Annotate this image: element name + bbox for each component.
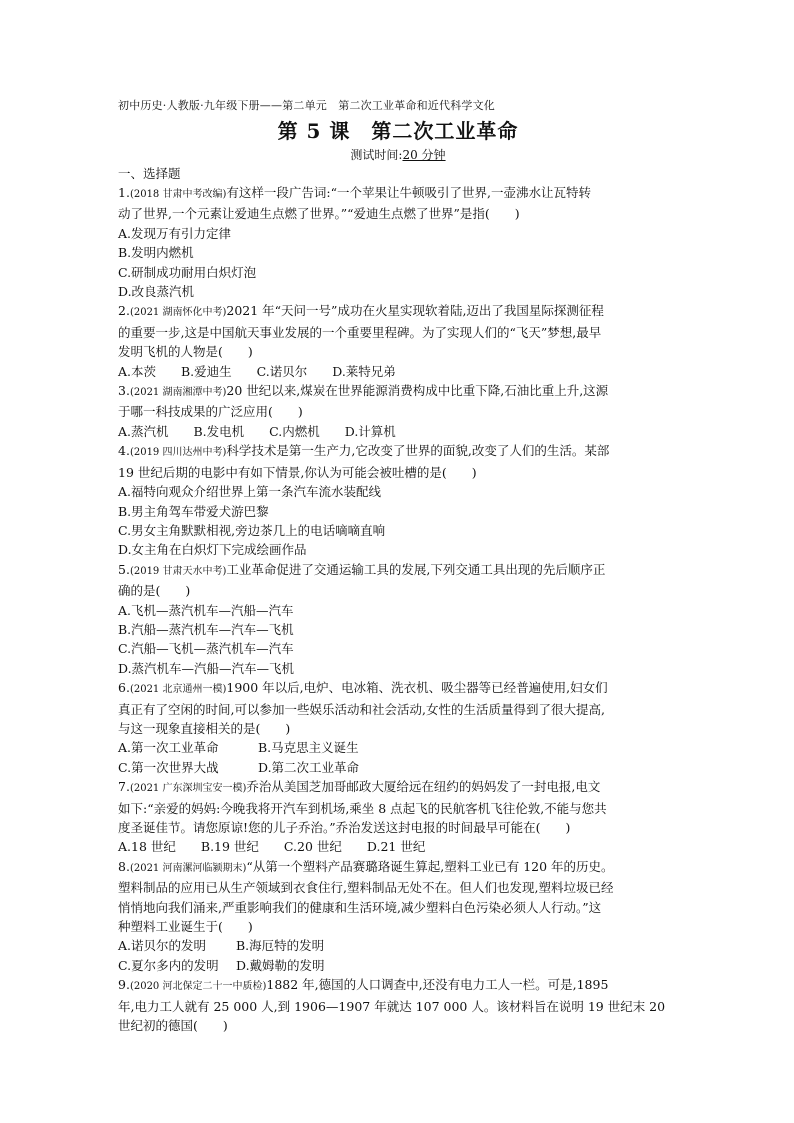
answer-option: A.发现万有引力定律	[118, 225, 232, 241]
question-number: 4.	[118, 443, 130, 459]
content-column	[118, 98, 678, 1035]
question-text: 的重要一步,这是中国航天事业发展的一个重要里程碑。为了实现人们的“飞天”梦想,最早	[118, 324, 602, 340]
question-source: (2018 甘肃中考改编)	[129, 189, 227, 200]
question-text: 种塑料工业诞生于( )	[118, 919, 253, 935]
question-item	[118, 777, 678, 857]
question-text: 20 世纪以来,煤炭在世界能源消费构成中比重下降,石油比重上升,这源	[226, 383, 609, 399]
question-stem-line	[118, 700, 678, 719]
question-item	[118, 183, 678, 301]
question-stem-line	[118, 898, 678, 917]
question-list	[118, 183, 678, 1035]
question-item	[118, 678, 678, 777]
question-text: 确的是( )	[118, 583, 191, 599]
question-stem-first-line	[118, 381, 678, 402]
question-source: (2020 河北保定二十一中质检)	[129, 981, 267, 993]
question-source: (2021 北京通州一模)	[129, 684, 227, 696]
test-time-label: 测试时间:	[350, 148, 403, 162]
question-number: 3.	[118, 383, 130, 399]
question-stem-first-line	[118, 441, 678, 462]
question-stem-line	[118, 719, 678, 738]
question-stem-first-line	[118, 777, 678, 798]
question-stem-first-line	[118, 560, 678, 581]
answer-options-row: A.蒸汽机 B.发电机 C.内燃机 D.计算机	[118, 423, 396, 439]
question-item	[118, 560, 678, 678]
answer-option: A.飞机—蒸汽机车—汽船—汽车	[118, 602, 294, 618]
answer-option: C.第一次世界大战	[118, 759, 219, 775]
question-text: 于哪一科技成果的广泛应用( )	[118, 404, 303, 420]
question-text: 年,电力工人就有 25 000 人,到 1906—1907 年就达 107 000 人。该材料旨在说明 19 世纪末 20	[118, 998, 666, 1014]
question-number: 9.	[118, 977, 130, 993]
answer-option: A.第一次工业革命	[118, 740, 219, 756]
answer-options-row	[118, 936, 678, 955]
test-time	[118, 146, 678, 164]
question-number: 6.	[118, 680, 130, 696]
question-number: 2.	[118, 303, 130, 319]
question-stem-first-line	[118, 301, 678, 322]
question-stem-line	[118, 997, 678, 1016]
question-number: 7.	[118, 779, 130, 795]
question-stem-first-line	[118, 975, 678, 996]
question-number: 5.	[118, 561, 130, 577]
question-text: “从第一个塑料产品赛璐珞诞生算起,塑料工业已有 120 年的历史。	[246, 858, 614, 874]
question-source: (2021 湖南怀化中考)	[129, 307, 227, 319]
answer-option: B.男主角驾车带爱犬游巴黎	[118, 503, 269, 519]
answer-option: D.第二次工业革命	[258, 759, 360, 775]
question-text: 2021 年“天问一号”成功在火星实现软着陆,迈出了我国星际探测征程	[226, 303, 604, 319]
question-text: 与这一现象直接相关的是( )	[118, 720, 291, 736]
breadcrumb: 初中历史·人教版·九年级下册——第二单元 第二次工业革命和近代科学文化	[118, 99, 495, 112]
answer-option: B.发明内燃机	[118, 245, 194, 261]
question-source: (2019 四川达州中考)	[129, 447, 227, 459]
question-stem-line	[118, 818, 678, 837]
answer-options-row: A.18 世纪 B.19 世纪 C.20 世纪 D.21 世纪	[118, 839, 426, 855]
question-item	[118, 381, 678, 441]
answer-option: C.男女主角默默相视,旁边茶几上的电话嘀嘀直响	[118, 522, 386, 538]
answer-option: D.蒸汽机车—汽船—汽车—飞机	[118, 660, 295, 676]
question-stem-first-line	[118, 678, 678, 699]
answer-option: C.汽船—飞机—蒸汽机车—汽车	[118, 641, 294, 657]
question-text: 世纪初的德国( )	[118, 1018, 228, 1034]
question-text: 塑料制品的应用已从生产领域到衣食住行,塑料制品无处不在。但人们也发现,塑料垃圾已经	[118, 880, 614, 896]
question-item	[118, 857, 678, 975]
question-text: 发明飞机的人物是( )	[118, 344, 253, 360]
question-source: (2019 甘肃天水中考)	[129, 565, 227, 577]
answer-option: A.诺贝尔的发明	[118, 938, 207, 954]
question-text: 1900 年以后,电炉、电冰箱、洗衣机、吸尘器等已经普遍使用,妇女们	[226, 680, 608, 696]
question-text: 真正有了空闲的时间,可以参加一些娱乐活动和社会活动,女性的生活质量得到了很大提高,	[118, 701, 605, 717]
question-text: 动了世界,一个元素让爱迪生点燃了世界。”“爱迪生点燃了世界”是指( )	[118, 206, 520, 222]
question-source: (2021 河南漯河临颍期末)	[129, 862, 247, 874]
answer-option: A.福特向观众介绍世界上第一条汽车流水装配线	[118, 484, 382, 500]
question-stem-first-line	[118, 183, 678, 204]
answer-option: B.汽船—蒸汽机车—汽车—飞机	[118, 621, 294, 637]
question-source: (2021 湖南湘潭中考)	[129, 387, 227, 399]
question-text: 19 世纪后期的电影中有如下情景,你认为可能会被吐槽的是( )	[118, 464, 477, 480]
question-text: 悄悄地向我们涌来,严重影响我们的健康和生活环境,减少塑料白色污染必须人人行动。”这	[118, 899, 602, 915]
question-stem-line	[118, 1016, 678, 1035]
question-text: 如下:“亲爱的妈妈:今晚我将开汽车到机场,乘坐 8 点起飞的民航客机飞往伦敦,不能与您共	[118, 800, 607, 816]
answer-option: B.马克思主义诞生	[258, 740, 359, 756]
question-number: 8.	[118, 858, 130, 874]
question-text: 科学技术是第一生产力,它改变了世界的面貌,改变了人们的生活。某部	[226, 443, 610, 459]
question-text: 有这样一段广告词:“一个苹果让牛顿吸引了世界,一壶沸水让瓦特转	[226, 185, 591, 200]
question-item	[118, 441, 678, 559]
question-stem-line	[118, 463, 678, 482]
question-text: 乔治从美国芝加哥邮政大厦给远在纽约的妈妈发了一封电报,电文	[246, 779, 601, 795]
question-stem-line	[118, 878, 678, 897]
question-stem-line	[118, 342, 678, 361]
question-number: 1.	[118, 185, 130, 200]
question-text: 1882 年,德国的人口调查中,还没有电力工人一栏。可是,1895	[266, 977, 609, 993]
question-stem-line	[118, 204, 678, 223]
question-text: 工业革命促进了交通运输工具的发展,下列交通工具出现的先后顺序正	[226, 561, 606, 577]
test-time-value: 20 分钟	[402, 148, 446, 162]
question-stem-line	[118, 581, 678, 600]
question-text: 度圣诞佳节。请您原谅!您的儿子乔治。”乔治发送这封电报的时间最早可能在( )	[118, 820, 571, 835]
question-source: (2021 广东深圳宝安一模)	[129, 783, 247, 795]
page-title: 第 5 课 第二次工业革命	[277, 119, 519, 143]
question-stem-line	[118, 402, 678, 421]
answer-options-row	[118, 758, 678, 777]
answer-option: C.研制成功耐用白炽灯泡	[118, 264, 257, 280]
question-item	[118, 975, 678, 1035]
question-stem-first-line	[118, 857, 678, 878]
question-stem-line	[118, 799, 678, 818]
answer-option: D.戴姆勒的发明	[236, 957, 325, 973]
answer-options-row: A.本茨 B.爱迪生 C.诺贝尔 D.莱特兄弟	[118, 363, 396, 379]
answer-option: D.女主角在白炽灯下完成绘画作品	[118, 542, 307, 558]
answer-option: C.夏尔多内的发明	[118, 957, 219, 973]
answer-option: D.改良蒸汽机	[118, 284, 195, 300]
question-item	[118, 301, 678, 381]
section-heading: 一、选择题	[118, 166, 181, 181]
answer-option: B.海厄特的发明	[236, 938, 325, 954]
answer-options-row	[118, 738, 678, 757]
question-stem-line	[118, 323, 678, 342]
answer-options-row	[118, 956, 678, 975]
question-stem-line	[118, 917, 678, 936]
